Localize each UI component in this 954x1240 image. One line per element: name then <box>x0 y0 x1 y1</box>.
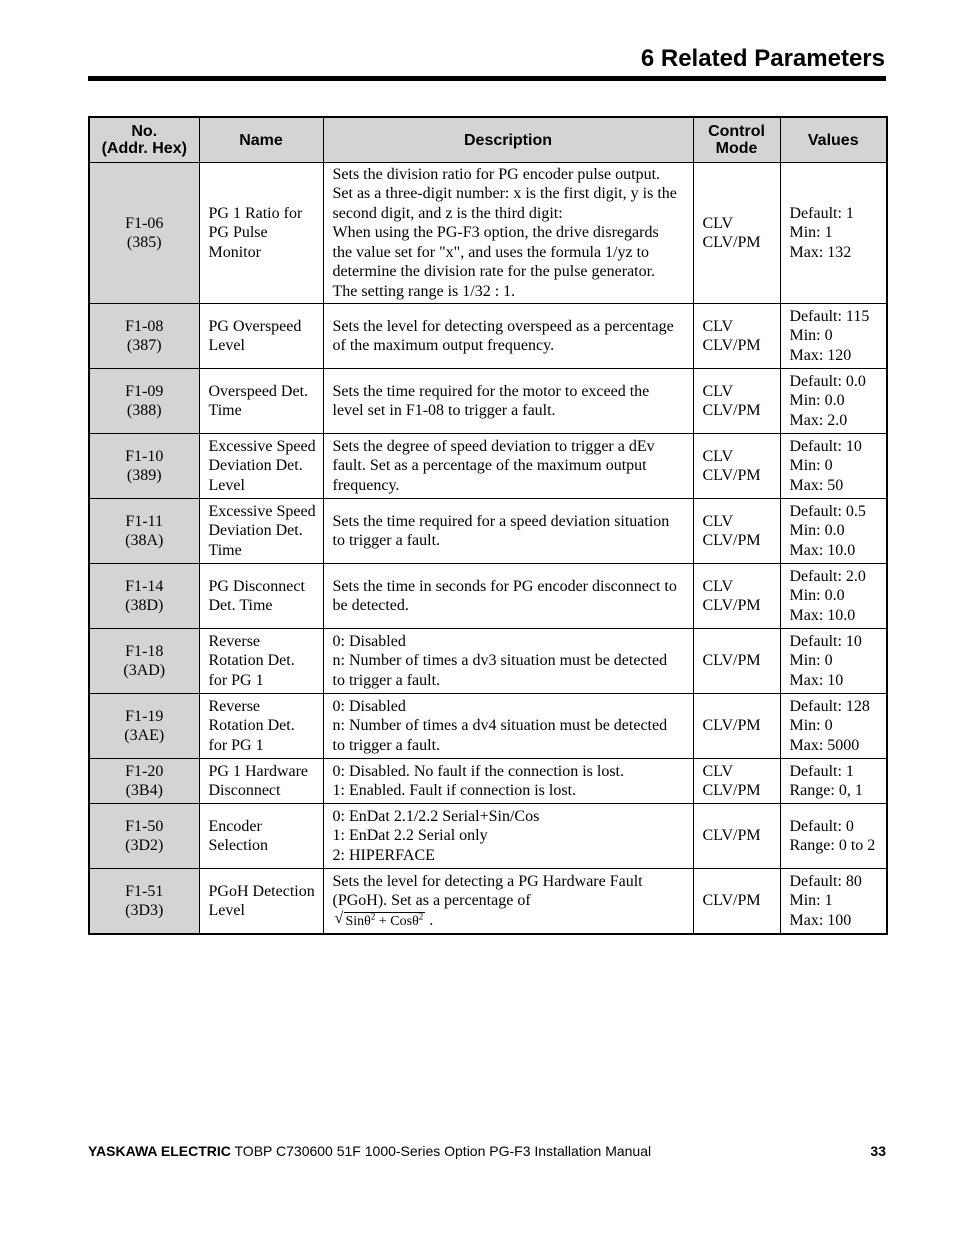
param-value-line: Max: 10 <box>789 671 844 689</box>
param-name-line: Disconnect <box>208 782 281 799</box>
control-mode-line: CLV/PM <box>702 717 761 735</box>
control-mode-line: CLV/PM <box>702 597 761 614</box>
param-description-line: 0: Disabled <box>332 697 406 715</box>
param-value-line: Default: 115 <box>789 307 870 325</box>
control-mode-cell <box>693 304 780 369</box>
param-value-line: Min: 0.0 <box>789 587 845 605</box>
param-description-line: n: Number of times a dv3 situation must be detected <box>332 652 668 670</box>
table-row <box>89 629 887 694</box>
param-value-line: Default: 0 <box>789 817 854 835</box>
parameter-table <box>88 116 888 935</box>
param-number-cell <box>89 499 199 564</box>
param-description-line: The setting range is 1/32 : 1. <box>332 282 516 300</box>
param-value-line: Min: 0.0 <box>789 522 845 540</box>
param-description-line: Sets the degree of speed deviation to trigger a dEv <box>332 437 655 455</box>
param-value-line: Max: 100 <box>789 911 852 929</box>
param-number-cell <box>89 369 199 434</box>
param-description-line: fault. Set as a percentage of the maximum output <box>332 457 647 475</box>
param-name-line: PG 1 Hardware <box>208 762 309 780</box>
param-value-line: Default: 1 <box>789 762 854 780</box>
param-name-line: Reverse <box>208 632 261 650</box>
param-value-line: Default: 2.0 <box>789 567 866 585</box>
param-description-line: (PGoH). Set as a percentage of <box>332 892 531 910</box>
param-value-line: Default: 80 <box>789 872 862 890</box>
param-description-cell <box>323 564 693 629</box>
param-name-line: Reverse <box>208 697 261 715</box>
param-description-line: 0: Disabled <box>332 632 406 650</box>
param-description-line: Sets the level for detecting overspeed as a percentage <box>332 317 674 335</box>
param-name-line: Level <box>208 337 245 354</box>
param-number-cell <box>89 163 199 304</box>
param-name-line: Excessive Speed <box>208 502 316 520</box>
param-address: (389) <box>126 467 162 484</box>
param-value-line: Min: 0 <box>789 327 833 345</box>
param-value-line: Min: 0 <box>789 457 833 475</box>
param-number: F1-06 <box>125 214 164 232</box>
param-name-line: Rotation Det. <box>208 717 295 735</box>
param-number: F1-14 <box>125 577 164 595</box>
control-mode-cell <box>693 434 780 499</box>
param-address: (387) <box>126 337 162 354</box>
param-value-line: Default: 10 <box>789 437 862 455</box>
param-value-line: Max: 120 <box>789 346 852 364</box>
param-description-cell <box>323 499 693 564</box>
param-description-line: Sets the time in seconds for PG encoder disconnect to <box>332 577 677 595</box>
param-values-cell <box>780 369 887 434</box>
control-mode-line: CLV <box>702 512 734 530</box>
param-number: F1-08 <box>125 317 164 335</box>
param-value-line: Max: 2.0 <box>789 411 848 429</box>
param-description-line: 0: EnDat 2.1/2.2 Serial+Sin/Cos <box>332 807 540 825</box>
param-name-line: Level <box>208 476 245 494</box>
param-address: (388) <box>126 402 162 419</box>
header-no: No. (Addr. Hex) <box>89 117 199 163</box>
param-number-cell <box>89 804 199 869</box>
param-description-line-with-formula <box>333 891 693 930</box>
param-number: F1-11 <box>125 512 164 530</box>
param-value-line: Max: 132 <box>789 243 852 261</box>
param-description-line: of the maximum output frequency. <box>332 337 555 354</box>
param-name-cell <box>199 629 323 694</box>
footer-document-title: TOBP C730600 51F 1000-Series Option PG-F3 Installation Manual <box>230 1143 652 1159</box>
param-name-cell <box>199 869 323 935</box>
param-name-line: Time <box>208 541 242 559</box>
param-number-cell <box>89 759 199 804</box>
param-values-cell <box>780 804 887 869</box>
param-description-cell <box>323 804 693 869</box>
param-value-line: Default: 128 <box>789 697 870 715</box>
control-mode-line: CLV/PM <box>702 402 761 419</box>
param-address: (38A) <box>125 532 164 549</box>
param-name-line: for PG 1 <box>208 736 264 754</box>
control-mode-line: CLV <box>702 762 734 780</box>
sqrt-formula: √ Sinθ$^2$ + Cosθ$^2$ . <box>334 909 434 929</box>
param-value-line: Default: 10 <box>789 632 862 650</box>
param-address: (3B4) <box>125 782 163 799</box>
param-values-cell <box>780 759 887 804</box>
param-description-line: the value set for "x", and uses the formula 1/yz to <box>332 243 650 261</box>
param-description-line: frequency. <box>332 476 400 494</box>
param-value-line: Min: 1 <box>789 224 833 242</box>
param-description-line: Sets the level for detecting a PG Hardware Fault <box>332 872 643 890</box>
param-number: F1-50 <box>125 817 164 835</box>
param-description-cell <box>323 434 693 499</box>
param-values-cell <box>780 564 887 629</box>
param-name-line: PG Pulse <box>208 224 268 242</box>
param-name-cell <box>199 694 323 759</box>
param-description-cell <box>323 694 693 759</box>
param-name-cell <box>199 499 323 564</box>
param-value-line: Default: 0.0 <box>789 372 866 390</box>
control-mode-cell <box>693 759 780 804</box>
square-root-sign: √ Sinθ$^2$ + Cosθ$^2$ <box>334 909 424 929</box>
control-mode-line: CLV <box>702 317 734 335</box>
footer-brand: YASKAWA ELECTRIC <box>88 1143 231 1159</box>
param-description-line: be detected. <box>332 597 409 614</box>
param-description-line: Sets the time required for a speed deviation situation <box>332 512 670 530</box>
param-name-cell <box>199 369 323 434</box>
param-name-cell <box>199 304 323 369</box>
param-values-cell <box>780 694 887 759</box>
param-description-line: to trigger a fault. <box>332 671 441 689</box>
control-mode-line: CLV <box>702 577 734 595</box>
param-value-line: Max: 5000 <box>789 736 860 754</box>
control-mode-line: CLV <box>702 214 734 232</box>
control-mode-cell <box>693 694 780 759</box>
param-name-line: Time <box>208 402 242 419</box>
param-value-line: Min: 0.0 <box>789 392 845 410</box>
table-row <box>89 369 887 434</box>
param-name-line: PG 1 Ratio for <box>208 204 303 222</box>
control-mode-line: CLV/PM <box>702 782 761 799</box>
param-description-line: 1: EnDat 2.2 Serial only <box>332 827 488 845</box>
param-number: F1-10 <box>125 447 164 465</box>
param-values-cell <box>780 629 887 694</box>
param-values-cell <box>780 163 887 304</box>
param-address: (38D) <box>125 597 164 614</box>
param-value-line: Min: 0 <box>789 652 833 670</box>
control-mode-line: CLV/PM <box>702 234 761 251</box>
param-values-cell <box>780 869 887 935</box>
param-name-line: Selection <box>208 837 269 854</box>
param-address: (385) <box>126 234 162 251</box>
param-description-line: 0: Disabled. No fault if the connection is lost. <box>332 762 624 780</box>
header-control-mode: Control Mode <box>693 117 780 163</box>
table-row <box>89 499 887 564</box>
param-number-cell <box>89 434 199 499</box>
param-description-line: 1: Enabled. Fault if connection is lost. <box>332 782 577 799</box>
table-row <box>89 869 887 935</box>
control-mode-line: CLV <box>702 382 734 400</box>
control-mode-cell <box>693 564 780 629</box>
header-description: Description <box>323 117 693 163</box>
param-number-cell <box>89 304 199 369</box>
param-name-line: Deviation Det. <box>208 457 303 475</box>
param-value-line: Max: 50 <box>789 476 844 494</box>
param-name-cell <box>199 759 323 804</box>
param-address: (3AD) <box>123 662 166 679</box>
param-values-cell <box>780 304 887 369</box>
param-number: F1-51 <box>125 882 164 900</box>
page-number: 33 <box>870 1143 886 1159</box>
param-description-line: 2: HIPERFACE <box>332 846 435 864</box>
param-value-line: Max: 10.0 <box>789 541 856 559</box>
control-mode-line: CLV/PM <box>702 467 761 484</box>
param-number-cell <box>89 564 199 629</box>
param-name-line: Det. Time <box>208 597 273 614</box>
control-mode-line: CLV/PM <box>702 532 761 549</box>
param-description-line: determine the division rate for the pulse generator. <box>332 263 656 281</box>
param-description-line: level set in F1-08 to trigger a fault. <box>332 402 556 419</box>
control-mode-line: CLV <box>702 447 734 465</box>
param-value-line: Max: 10.0 <box>789 606 856 624</box>
page-footer <box>88 1142 886 1160</box>
param-address: (3AE) <box>124 727 165 744</box>
control-mode-cell <box>693 369 780 434</box>
param-name-line: Overspeed Det. <box>208 382 309 400</box>
param-name-line: PGoH Detection <box>208 882 315 900</box>
param-name-line: Deviation Det. <box>208 522 303 540</box>
param-description-line: Sets the time required for the motor to exceed the <box>332 382 650 400</box>
header-name: Name <box>199 117 323 163</box>
param-address: (3D2) <box>125 837 164 854</box>
param-description-cell <box>323 304 693 369</box>
section-title: 6 Related Parameters <box>640 45 885 72</box>
param-value-line: Default: 0.5 <box>789 502 866 520</box>
param-name-line: PG Disconnect <box>208 577 305 595</box>
param-description-cell <box>323 869 693 935</box>
param-values-cell <box>780 499 887 564</box>
param-number: F1-19 <box>125 707 164 725</box>
param-value-line: Range: 0, 1 <box>789 782 863 799</box>
control-mode-cell <box>693 804 780 869</box>
param-description-line: Sets the division ratio for PG encoder pulse output. <box>332 165 661 183</box>
param-description-line: to trigger a fault. <box>332 532 441 549</box>
param-number-cell <box>89 629 199 694</box>
header-values: Values <box>780 117 887 163</box>
param-description-cell <box>323 369 693 434</box>
param-address: (3D3) <box>125 902 164 919</box>
table-row <box>89 804 887 869</box>
param-name-line: for PG 1 <box>208 671 264 689</box>
control-mode-line: CLV/PM <box>702 652 761 670</box>
param-name-line: Level <box>208 902 245 919</box>
table-row <box>89 564 887 629</box>
param-number: F1-09 <box>125 382 164 400</box>
control-mode-cell <box>693 869 780 935</box>
param-description-cell <box>323 163 693 304</box>
table-row <box>89 694 887 759</box>
param-number-cell <box>89 869 199 935</box>
param-value-line: Min: 1 <box>789 892 833 910</box>
table-header-row <box>89 117 887 163</box>
param-name-line: Rotation Det. <box>208 652 295 670</box>
param-value-line: Range: 0 to 2 <box>789 837 876 854</box>
param-name-line: Encoder <box>208 817 262 835</box>
param-number: F1-18 <box>125 642 164 660</box>
param-value-line: Default: 1 <box>789 204 854 222</box>
param-description-line: n: Number of times a dv4 situation must be detected <box>332 717 668 735</box>
param-description-line: When using the PG-F3 option, the drive disregards <box>332 224 659 242</box>
table-row <box>89 759 887 804</box>
param-name-line: PG Overspeed <box>208 317 302 335</box>
control-mode-line: CLV/PM <box>702 892 761 910</box>
param-number-cell <box>89 694 199 759</box>
control-mode-cell <box>693 163 780 304</box>
param-description-cell <box>323 629 693 694</box>
param-name-cell <box>199 163 323 304</box>
param-name-cell <box>199 564 323 629</box>
param-description-line: to trigger a fault. <box>332 736 441 754</box>
control-mode-cell <box>693 499 780 564</box>
control-mode-cell <box>693 629 780 694</box>
control-mode-line: CLV/PM <box>702 337 761 354</box>
param-name-line: Excessive Speed <box>208 437 316 455</box>
table-row <box>89 163 887 304</box>
param-values-cell <box>780 434 887 499</box>
param-value-line: Min: 0 <box>789 717 833 735</box>
header-rule <box>88 76 886 81</box>
control-mode-line: CLV/PM <box>702 827 761 845</box>
param-description-cell <box>323 759 693 804</box>
param-name-line: Monitor <box>208 243 261 261</box>
param-description-line: second digit, and z is the third digit: <box>332 204 563 222</box>
table-row <box>89 304 887 369</box>
table-row <box>89 434 887 499</box>
param-description-line: Set as a three-digit number: x is the first digit, y is the <box>332 185 677 203</box>
param-number: F1-20 <box>125 762 164 780</box>
param-name-cell <box>199 434 323 499</box>
param-name-cell <box>199 804 323 869</box>
